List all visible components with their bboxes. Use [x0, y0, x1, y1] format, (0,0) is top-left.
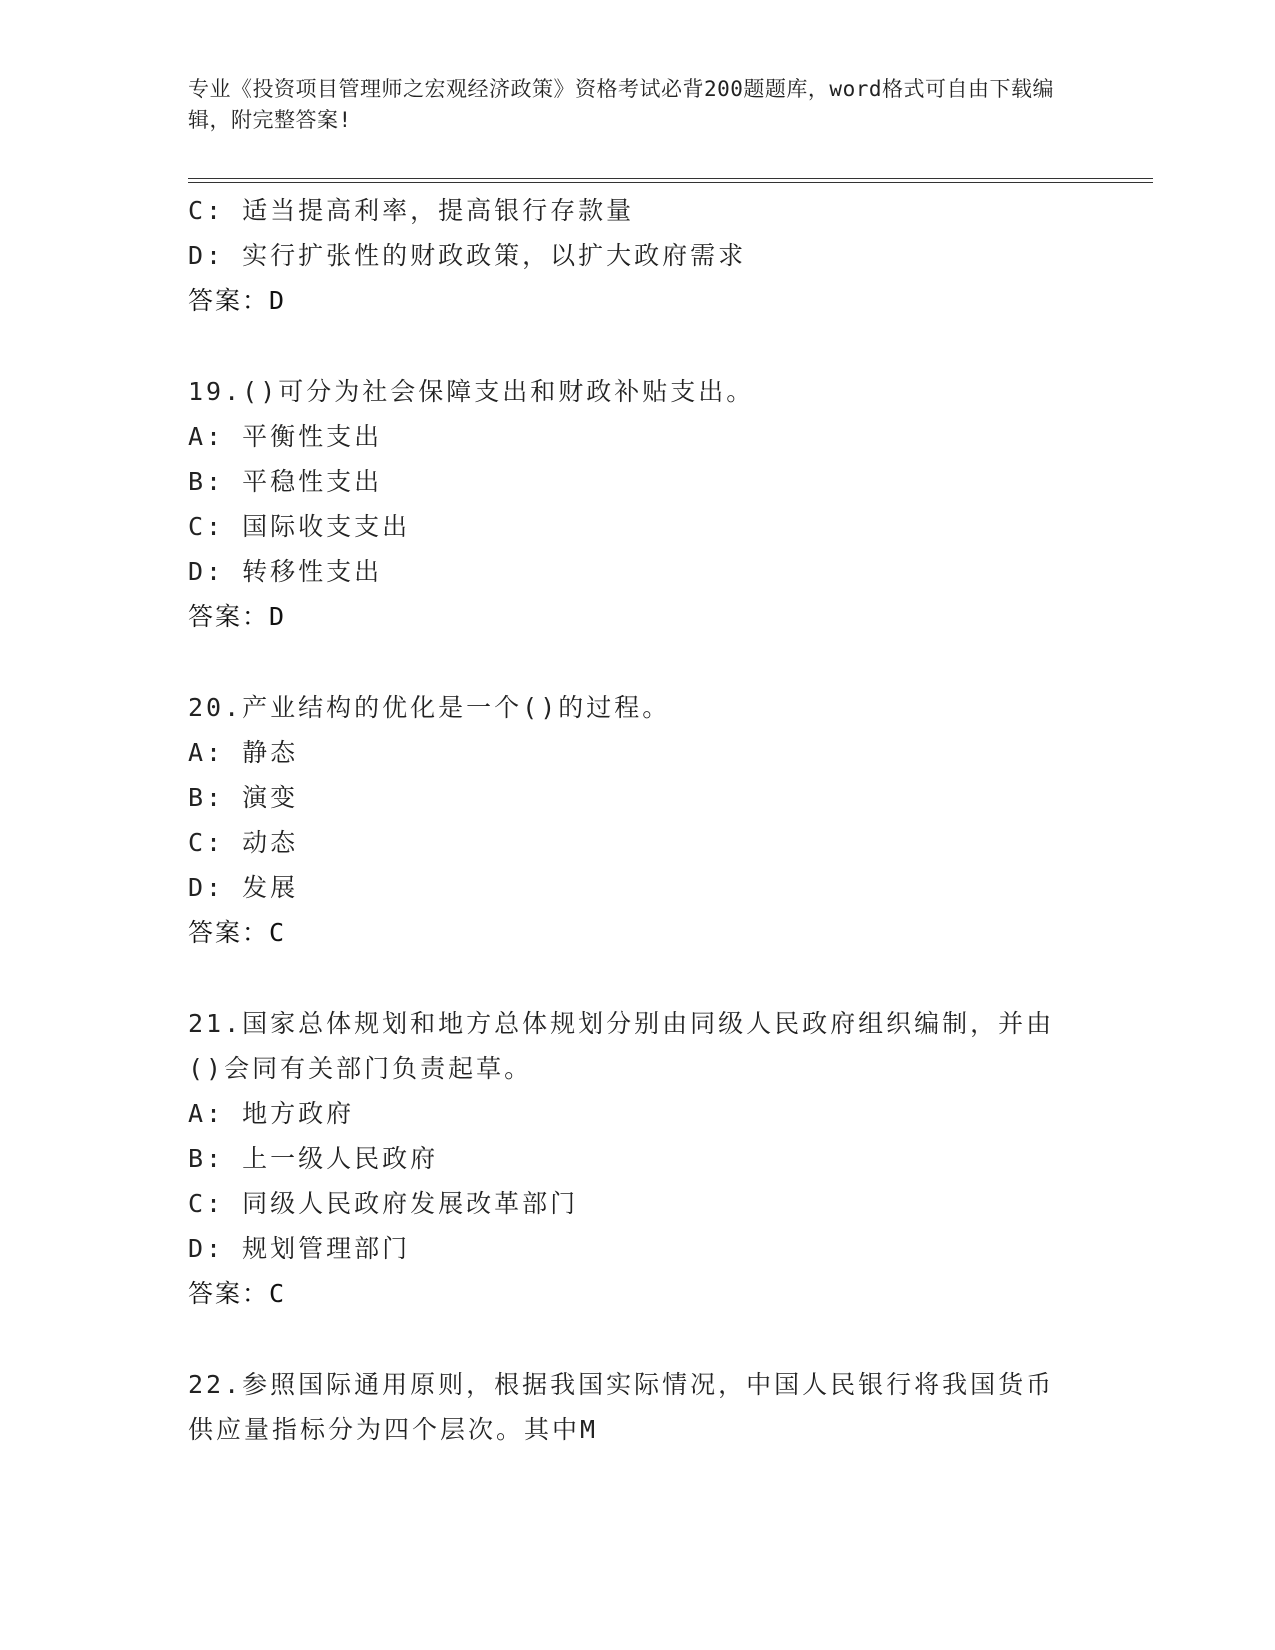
question-20 — [188, 685, 1088, 956]
question-stem: 21.国家总体规划和地方总体规划分别由同级人民政府组织编制，并由 — [188, 1009, 1055, 1038]
question-list — [188, 188, 1088, 1452]
answer-value: D — [269, 602, 288, 631]
option-b: B: 平稳性支出 — [188, 467, 383, 496]
question-stem: 22.参照国际通用原则，根据我国实际情况，中国人民银行将我国货币 — [188, 1370, 1055, 1399]
option-d: D: 规划管理部门 — [188, 1234, 411, 1263]
spacer — [188, 324, 1088, 369]
question-22 — [188, 1362, 1088, 1452]
question-stem: 19.()可分为社会保障支出和财政补贴支出。 — [188, 377, 755, 406]
spacer — [188, 1317, 1088, 1362]
header-title: 专业《投资项目管理师之宏观经济政策》资格考试必背200题题库，word格式可自由下载编辑，附完整答案! — [188, 77, 1054, 132]
answer-value: D — [269, 286, 288, 315]
question-number: 22. — [188, 1370, 243, 1399]
answer-label: 答案： — [188, 602, 270, 631]
answer-line — [188, 278, 1088, 324]
question-number: 20. — [188, 693, 243, 722]
option-a: A: 静态 — [188, 738, 299, 767]
option-d: D: 发展 — [188, 873, 299, 902]
answer-value: C — [269, 918, 288, 947]
answer-label: 答案： — [188, 918, 270, 947]
question-stem-continued: ()会同有关部门负责起草。 — [188, 1054, 533, 1083]
answer-value: C — [269, 1279, 288, 1308]
spacer — [188, 640, 1088, 685]
answer-label: 答案： — [188, 286, 270, 315]
question-21 — [188, 1001, 1088, 1317]
option-c: C: 同级人民政府发展改革部门 — [188, 1189, 579, 1218]
question-number: 19. — [188, 377, 243, 406]
question-stem: 20.产业结构的优化是一个()的过程。 — [188, 693, 671, 722]
document-header — [188, 74, 1088, 136]
option-c: C: 国际收支支出 — [188, 512, 411, 541]
option-a: A: 平衡性支出 — [188, 422, 383, 451]
question-number: 21. — [188, 1009, 243, 1038]
answer-label: 答案： — [188, 1279, 270, 1308]
option-b: B: 演变 — [188, 783, 299, 812]
header-divider-bottom — [188, 182, 1153, 183]
option-c: C: 动态 — [188, 828, 299, 857]
option-a: A: 地方政府 — [188, 1099, 355, 1128]
question-stem-continued: 供应量指标分为四个层次。其中M — [188, 1415, 599, 1444]
question-19 — [188, 369, 1088, 640]
answer-line — [188, 910, 1088, 956]
option-d: D: 实行扩张性的财政政策，以扩大政府需求 — [188, 241, 747, 270]
answer-line — [188, 1271, 1088, 1317]
question-18-fragment — [188, 188, 1088, 324]
answer-line — [188, 594, 1088, 640]
option-d: D: 转移性支出 — [188, 557, 383, 586]
header-divider-top — [188, 178, 1153, 179]
option-b: B: 上一级人民政府 — [188, 1144, 439, 1173]
option-c: C: 适当提高利率，提高银行存款量 — [188, 196, 635, 225]
spacer — [188, 956, 1088, 1001]
